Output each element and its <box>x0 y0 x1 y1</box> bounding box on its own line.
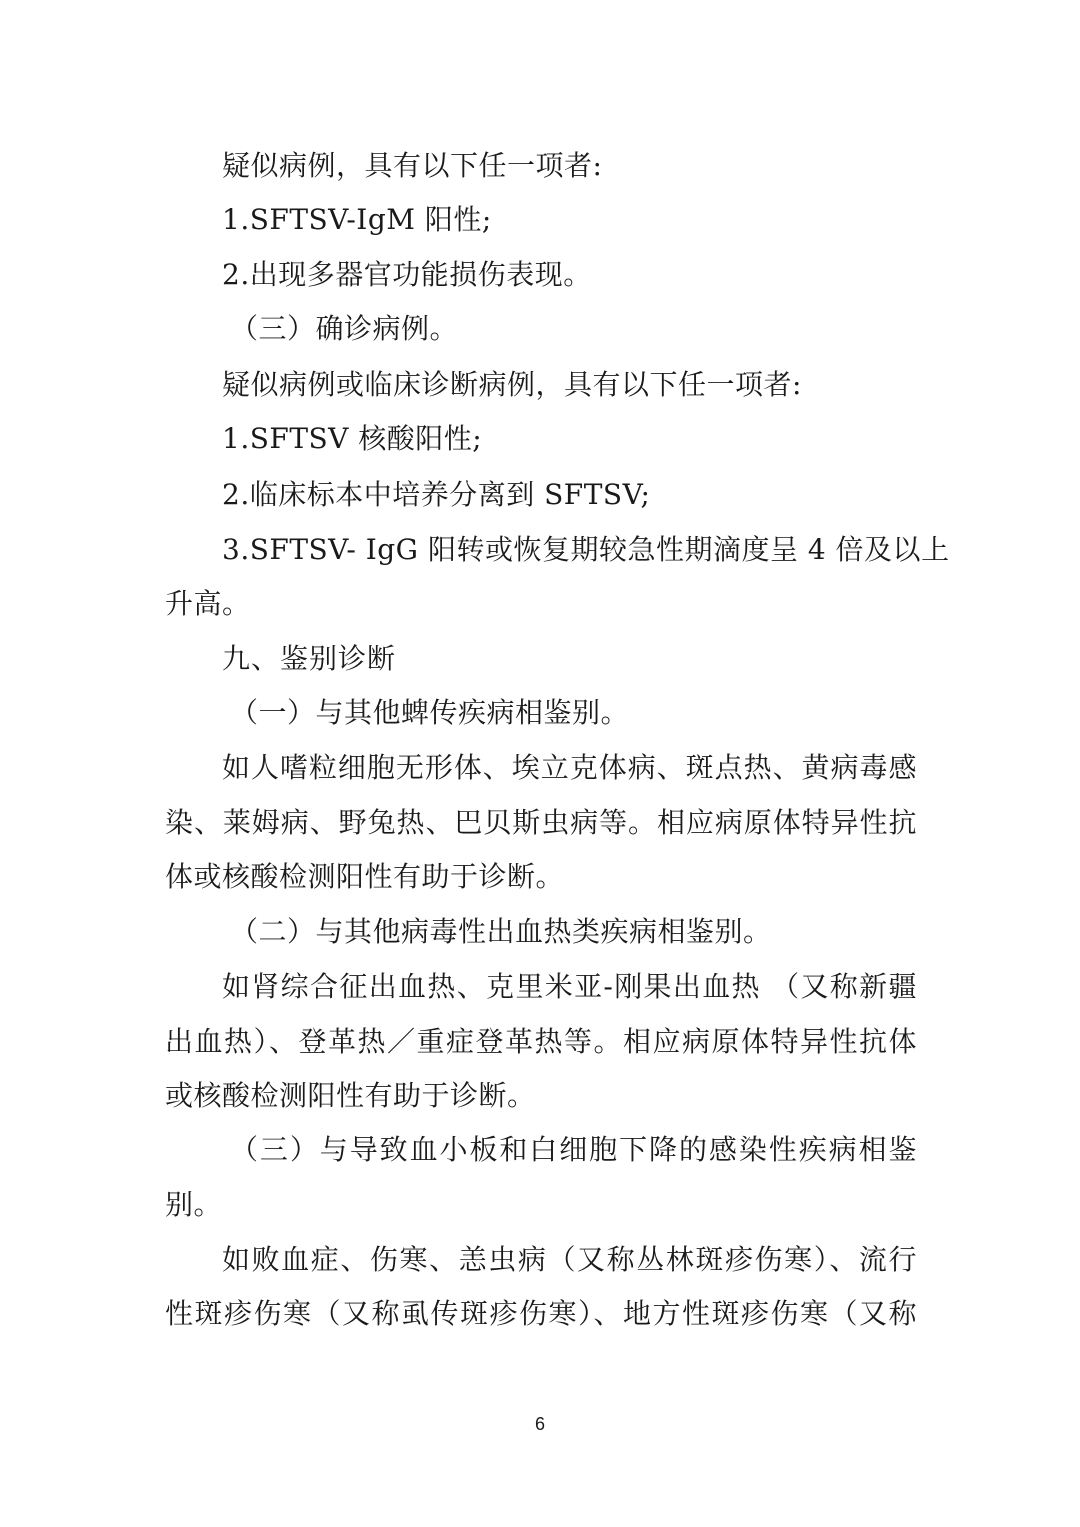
criterion-nucleic-acid: 1.SFTSV 核酸阳性; <box>222 422 483 455</box>
criterion-igg-seroconversion-cont: 升高。 <box>165 587 251 620</box>
suspected-case-criteria-intro: 疑似病例，具有以下任一项者: <box>222 149 603 182</box>
paragraph-hemorrhagic-fever: 如肾综合征出血热、克里米亚-刚果出血热 （又称新疆 <box>222 970 917 1003</box>
subsection-hemorrhagic-fever: （二）与其他病毒性出血热类疾病相鉴别。 <box>230 915 772 948</box>
criterion-organ-damage: 2.出现多器官功能损伤表现。 <box>222 258 592 291</box>
paragraph-platelet-infection: 如败血症、伤寒、恙虫病（又称丛林斑疹伤寒）、流行 <box>222 1243 917 1276</box>
paragraph-hemorrhagic-fever-cont: 出血热）、登革热／重症登革热等。相应病原体特异性抗体 <box>165 1025 917 1058</box>
criterion-igg-seroconversion: 3.SFTSV- IgG 阳转或恢复期较急性期滴度呈 4 倍及以上 <box>222 533 950 566</box>
paragraph-tick-borne: 如人嗜粒细胞无形体、埃立克体病、斑点热、黄病毒感 <box>222 751 917 784</box>
paragraph-tick-borne-cont: 染、莱姆病、野兔热、巴贝斯虫病等。相应病原体特异性抗 <box>165 806 917 839</box>
paragraph-platelet-infection-cont: 性斑疹伤寒（又称虱传斑疹伤寒）、地方性斑疹伤寒（又称 <box>165 1297 917 1330</box>
paragraph-tick-borne-end: 体或核酸检测阳性有助于诊断。 <box>165 860 565 893</box>
criterion-igm-positive: 1.SFTSV-IgM 阳性; <box>222 203 492 236</box>
subsection-platelet-infection: （三）与导致血小板和白细胞下降的感染性疾病相鉴 <box>230 1133 917 1166</box>
subsection-tick-borne: （一）与其他蜱传疾病相鉴别。 <box>230 696 630 729</box>
paragraph-hemorrhagic-fever-end: 或核酸检测阳性有助于诊断。 <box>165 1079 536 1112</box>
confirmed-case-criteria-intro: 疑似病例或临床诊断病例，具有以下任一项者: <box>222 368 802 401</box>
subsection-platelet-infection-cont: 别。 <box>165 1188 223 1221</box>
section-heading-differential-diagnosis: 九、鉴别诊断 <box>222 642 397 675</box>
criterion-culture-isolation: 2.临床标本中培养分离到 SFTSV; <box>222 478 651 511</box>
page-number: 6 <box>534 1414 545 1434</box>
section-confirmed-cases: （三）确诊病例。 <box>230 312 459 345</box>
